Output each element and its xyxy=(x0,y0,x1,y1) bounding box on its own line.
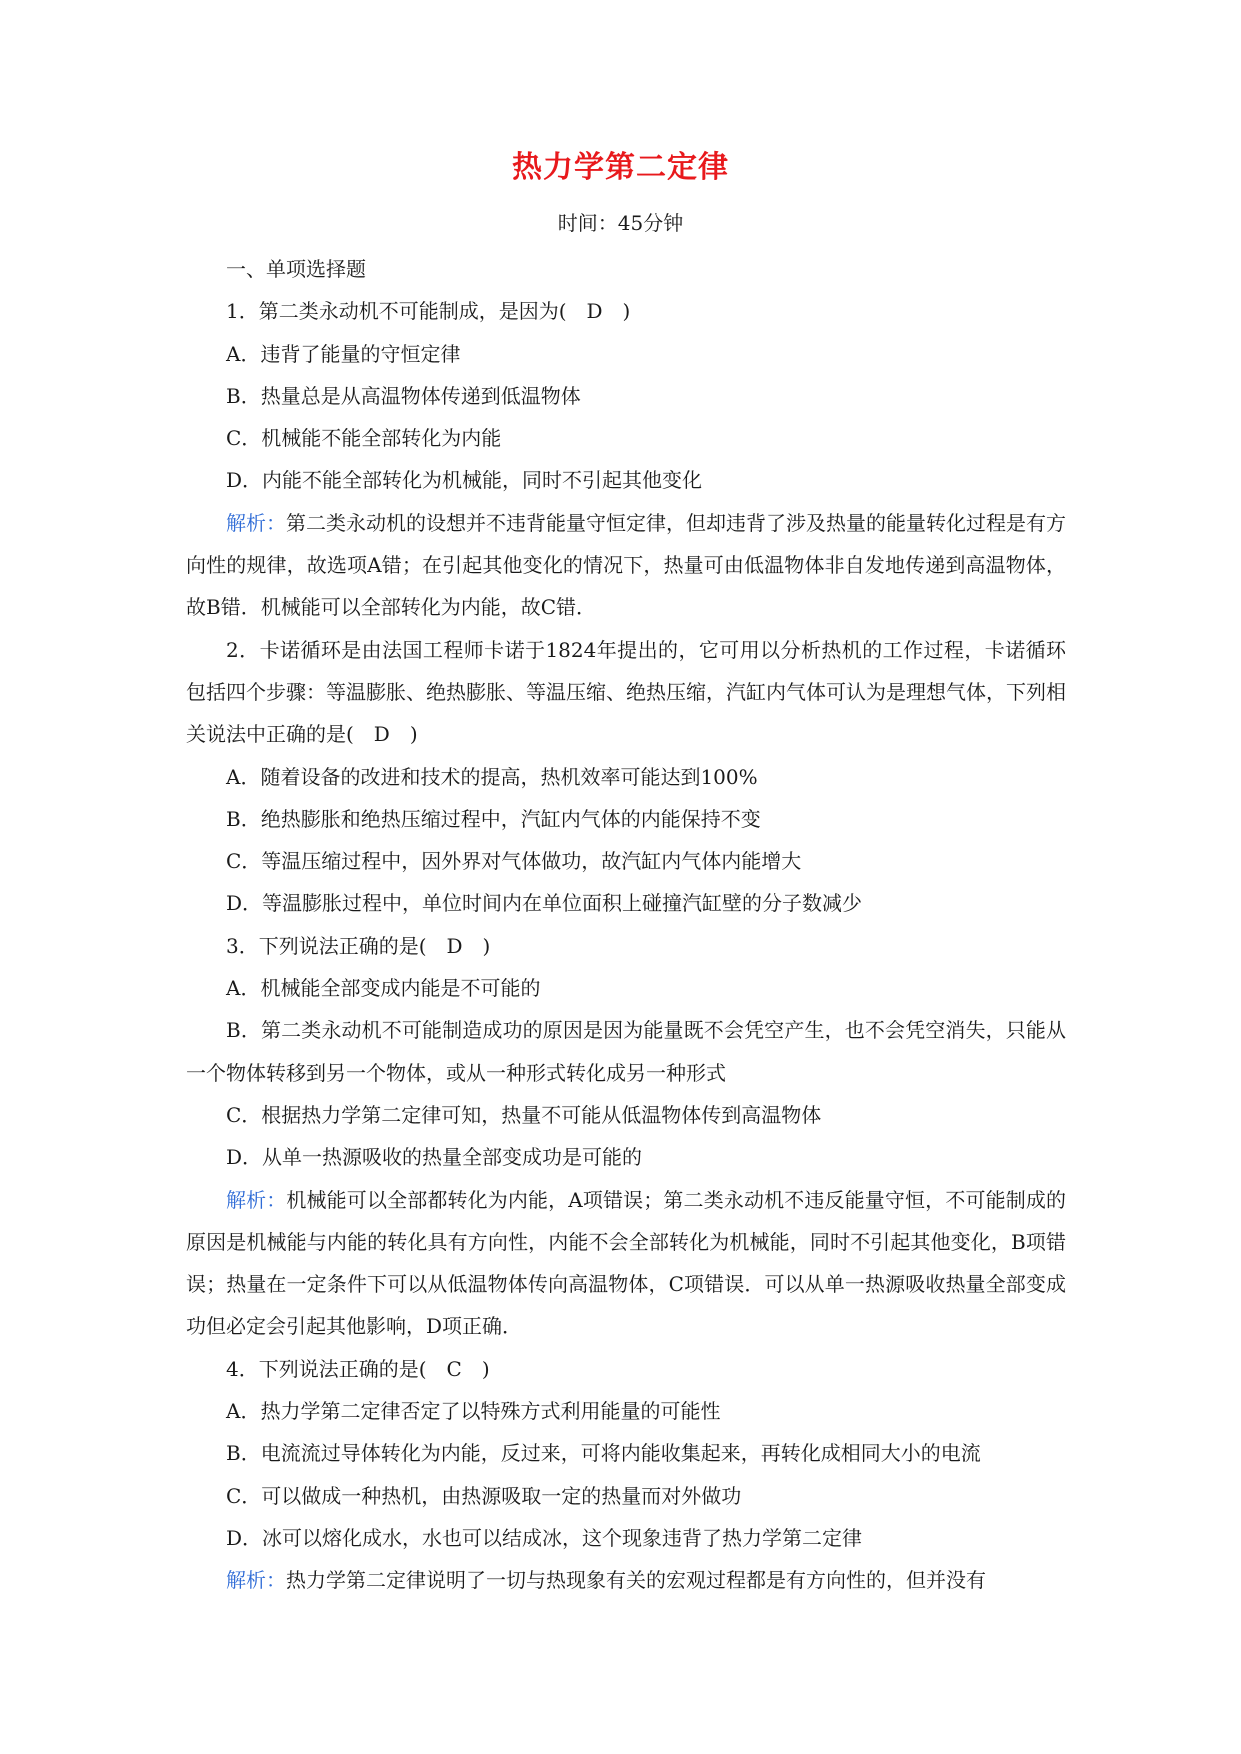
question-4-option-b: B．电流流过导体转化为内能，反过来，可将内能收集起来，再转化成相同大小的电流 xyxy=(226,1441,981,1466)
analysis-label: 解析： xyxy=(226,1187,287,1212)
question-1-analysis xyxy=(186,502,1066,629)
document-body xyxy=(186,248,1066,1602)
question-1-option-c: C．机械能不能全部转化为内能 xyxy=(226,426,502,451)
question-4-option-d: D．冰可以熔化成水，水也可以结成冰，这个现象违背了热力学第二定律 xyxy=(226,1525,863,1550)
question-1-option-b: B．热量总是从高温物体传递到低温物体 xyxy=(226,383,581,408)
question-4-stem: 4．下列说法正确的是( C ) xyxy=(226,1356,490,1381)
analysis-label: 解析： xyxy=(226,510,286,535)
question-1-option-a: A．违背了能量的守恒定律 xyxy=(226,341,461,366)
question-3-option-d: D．从单一热源吸收的热量全部变成功是可能的 xyxy=(226,1145,643,1170)
analysis-text: 第二类永动机的设想并不违背能量守恒定律，但却违背了涉及热量的能量转化过程是有方向性的规律，故选项A错；在引起其他变化的情况下，热量可由低温物体非自发地传递到高温物体，故B错．机械能可以全部转化为内能，故C错． xyxy=(186,510,1066,620)
analysis-text: 热力学第二定律说明了一切与热现象有关的宏观过程都是有方向性的，但并没有 xyxy=(286,1568,986,1593)
question-2-stem: 2．卡诺循环是由法国工程师卡诺于1824年提出的，它可用以分析热机的工作过程，卡诺循环包括四个步骤：等温膨胀、绝热膨胀、等温压缩、绝热压缩，汽缸内气体可认为是理想气体，下列相关说法中正确的是( D ) xyxy=(186,637,1066,747)
question-3-analysis xyxy=(186,1179,1066,1348)
analysis-text: 机械能可以全部都转化为内能，A项错误；第二类永动机不违反能量守恒，不可能制成的原因是机械能与内能的转化具有方向性，内能不会全部转化为机械能，同时不引起其他变化，B项错误；热量在一定条件下可以从低温物体传向高温物体，C项错误．可以从单一热源吸收热量全部变成功但必定会引起其他影响，D项正确． xyxy=(186,1187,1066,1339)
question-1-stem: 1．第二类永动机不可能制成，是因为( D ) xyxy=(226,299,631,324)
question-4-option-a: A．热力学第二定律否定了以特殊方式利用能量的可能性 xyxy=(226,1399,721,1424)
analysis-label: 解析： xyxy=(226,1568,286,1593)
page-title: 热力学第二定律 xyxy=(512,150,729,185)
section-heading: 一、单项选择题 xyxy=(226,257,366,281)
question-1-option-d: D．内能不能全部转化为机械能，同时不引起其他变化 xyxy=(226,468,703,493)
question-3-option-c: C．根据热力学第二定律可知，热量不可能从低温物体传到高温物体 xyxy=(226,1102,822,1127)
question-3-option-a: A．机械能全部变成内能是不可能的 xyxy=(226,976,541,1001)
time-limit: 时间：45分钟 xyxy=(557,211,684,235)
question-2-option-a: A．随着设备的改进和技术的提高，热机效率可能达到100% xyxy=(226,764,758,789)
question-3-option-b: B．第二类永动机不可能制造成功的原因是因为能量既不会凭空产生，也不会凭空消失，只能从一个物体转移到另一个物体，或从一种形式转化成另一种形式 xyxy=(186,1018,1066,1085)
question-3-stem: 3．下列说法正确的是( D ) xyxy=(226,933,491,958)
question-4-option-c: C．可以做成一种热机，由热源吸取一定的热量而对外做功 xyxy=(226,1483,742,1508)
question-2-option-d: D．等温膨胀过程中，单位时间内在单位面积上碰撞汽缸壁的分子数减少 xyxy=(226,891,863,916)
question-2-option-b: B．绝热膨胀和绝热压缩过程中，汽缸内气体的内能保持不变 xyxy=(226,806,761,831)
question-2-option-c: C．等温压缩过程中，因外界对气体做功，故汽缸内气体内能增大 xyxy=(226,849,802,874)
question-4-analysis xyxy=(186,1559,1066,1601)
